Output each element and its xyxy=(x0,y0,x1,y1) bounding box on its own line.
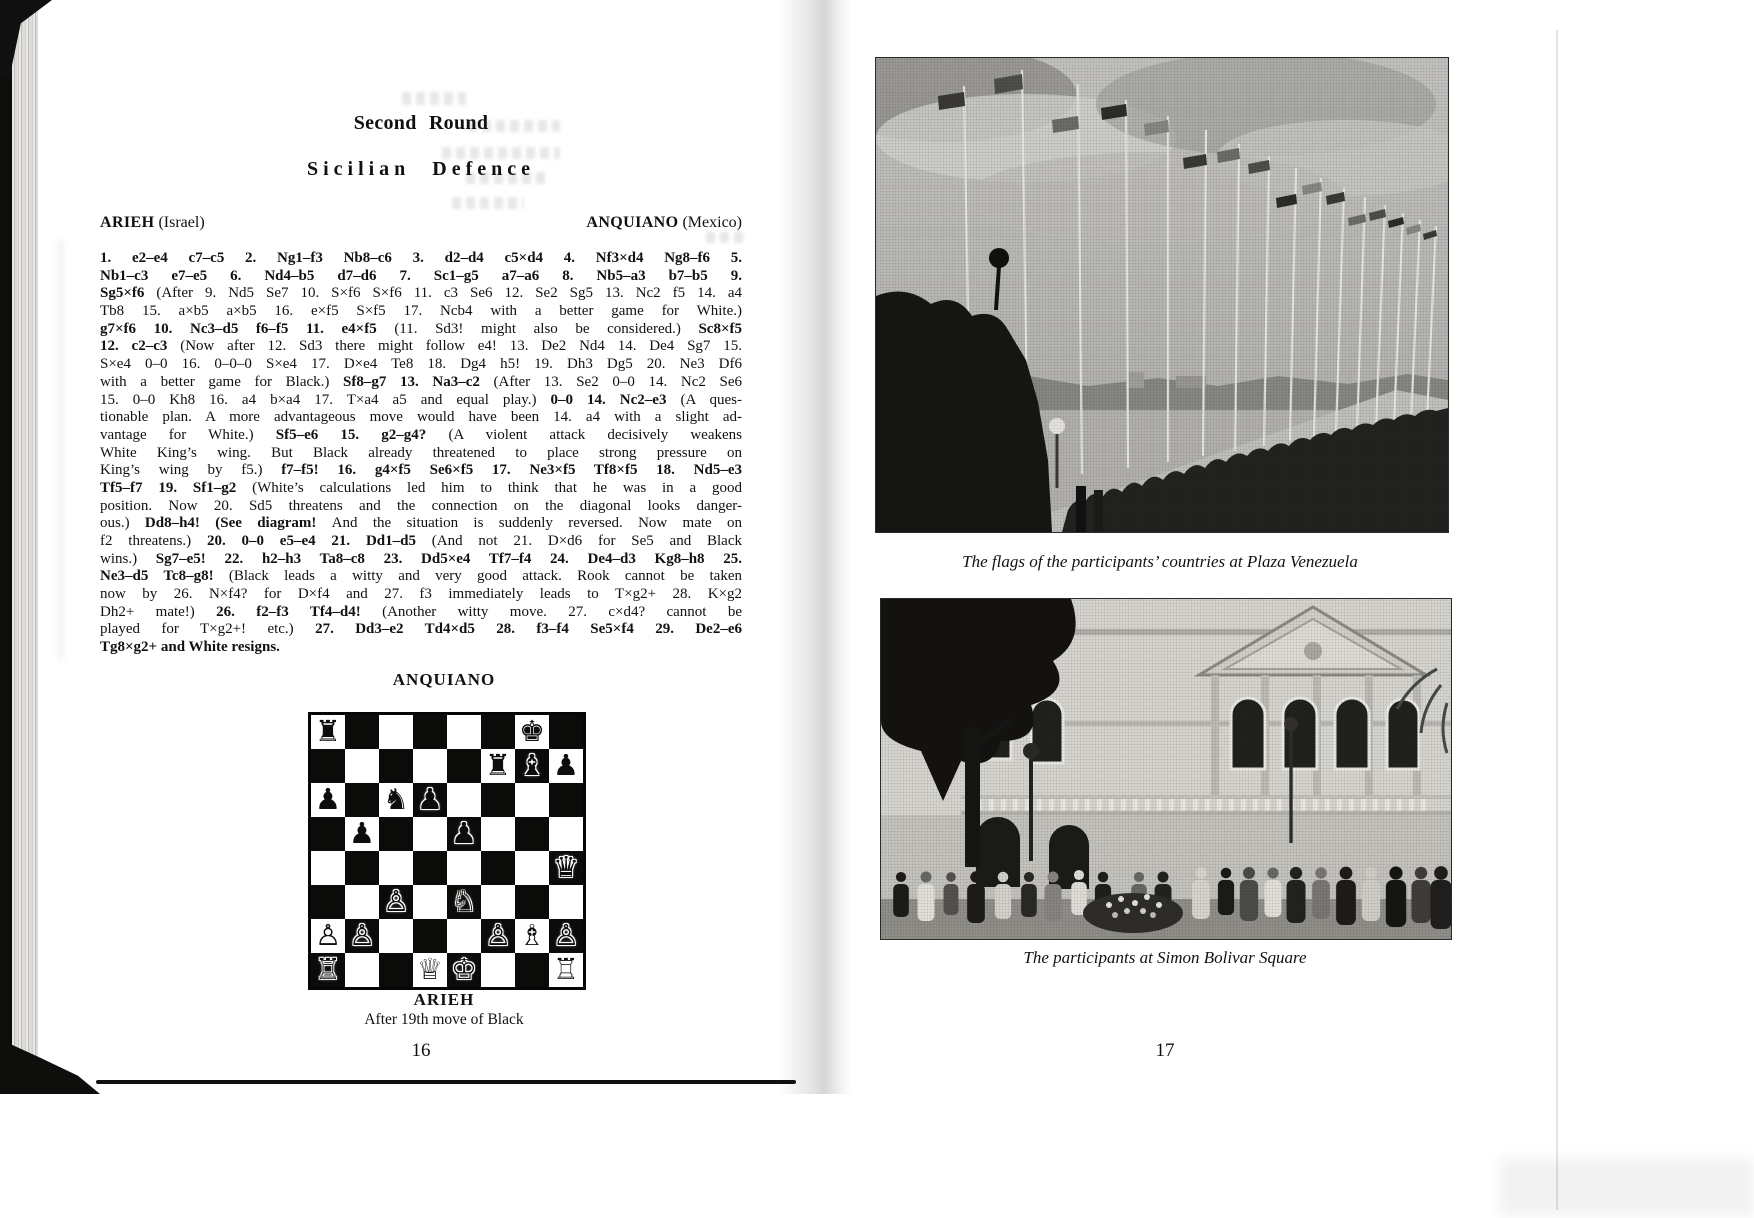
board-square-h4 xyxy=(549,851,583,885)
white-lamp-globe xyxy=(1049,418,1065,434)
move-text: Nb1–c3 e7–e5 6. Nd4–b5 d7–d6 7. Sc1–g5 a7–a6 8. Nb5–a3 b7–b5 9. xyxy=(100,267,742,284)
chess-diagram xyxy=(308,712,586,990)
person-silhouette xyxy=(1340,867,1353,880)
board-square-e3 xyxy=(447,885,481,919)
game-text-line xyxy=(100,551,742,569)
board-square-b5 xyxy=(345,817,379,851)
page-showthrough-artifact xyxy=(452,197,524,209)
chess-piece-wb-g2: ♗ xyxy=(519,918,545,952)
game-text-line xyxy=(100,462,742,480)
chess-piece-wq-d1: ♕ xyxy=(417,952,443,986)
person-silhouette xyxy=(1243,867,1255,879)
street-lamp xyxy=(989,248,1009,268)
chess-piece-bp-b5: ♟ xyxy=(349,816,375,850)
commentary-text: (Black leads a witty and very good attack. Rook cannot be taken xyxy=(228,568,742,585)
board-square-a1 xyxy=(311,953,345,987)
board-rank xyxy=(311,783,583,817)
scan-page-stack-edges xyxy=(12,0,38,1094)
board-square-f4 xyxy=(481,851,515,885)
chess-piece-bn-c6: ♞ xyxy=(383,782,409,816)
commentary-text: now by 26. N×f4? for D×f4 and 27. f3 immediately leads to T×g2+ 28. K×g2 xyxy=(100,586,742,603)
game-text-line xyxy=(100,586,742,604)
photo-flags-plaza xyxy=(875,57,1449,533)
board-square-g5 xyxy=(515,817,549,851)
commentary-text: f2 threatens.) xyxy=(100,533,207,549)
right-page-number: 17 xyxy=(1155,1040,1175,1061)
person-silhouette xyxy=(1048,872,1059,883)
board-square-e2 xyxy=(447,919,481,953)
board-square-d6 xyxy=(413,783,447,817)
person-silhouette xyxy=(1134,872,1144,882)
person-silhouette xyxy=(1221,868,1232,879)
board-square-a3 xyxy=(311,885,345,919)
person-silhouette xyxy=(946,872,956,882)
board-square-b8 xyxy=(345,715,379,749)
left-page-bottom-edge xyxy=(96,1080,796,1084)
photo-square-art xyxy=(881,599,1451,939)
person-silhouette xyxy=(1045,884,1062,921)
commentary-text: (11. Sd3! might also be considered.) xyxy=(394,320,699,337)
commentary-text: (A ques- xyxy=(680,391,742,408)
person-silhouette xyxy=(1312,880,1330,919)
chess-piece-br-a8: ♜ xyxy=(315,714,341,748)
diagram-caption: After 19th move of Black xyxy=(364,1011,524,1028)
game-text-line xyxy=(100,515,742,533)
game-text-line xyxy=(100,427,742,445)
board-square-c5 xyxy=(379,817,413,851)
chess-piece-bk-g8: ♚ xyxy=(519,714,545,748)
move-text: 12. c2–c3 xyxy=(100,338,181,355)
commentary-text: (Another witty move. 27. c×d4? cannot be xyxy=(382,603,742,620)
board-square-c6 xyxy=(379,783,413,817)
chess-piece-wp-f2: ♙ xyxy=(485,918,511,952)
commentary-text: tionable plan. A more advantageous move would have been 14. a4 with a slight ad- xyxy=(100,409,742,426)
board-rank xyxy=(311,885,583,919)
commentary-text: played for T×g2+! etc.) xyxy=(100,621,316,638)
person-silhouette xyxy=(1434,866,1448,880)
board-square-f2 xyxy=(481,919,515,953)
person-silhouette xyxy=(1415,867,1427,879)
commentary-text: (A violent attack decisively weakens xyxy=(448,426,742,443)
person-silhouette xyxy=(921,872,932,883)
person-silhouette xyxy=(1386,880,1406,927)
commentary-text: S×e4 0–0 16. 0–0–0 S×e4 17. D×e4 Te8 18. Dg4 h5! 19. Dh3 Dg5 20. Ne3 Df6 xyxy=(100,356,742,373)
board-square-e7 xyxy=(447,749,481,783)
move-text: g7×f6 10. Nc3–d5 f6–f5 11. e4×f5 xyxy=(100,320,395,337)
game-text-line xyxy=(100,338,742,356)
commentary-text: ous.) xyxy=(100,515,145,532)
board-square-a6 xyxy=(311,783,345,817)
board-square-c8 xyxy=(379,715,413,749)
photo-simon-bolivar-square xyxy=(880,598,1452,940)
board-square-a7 xyxy=(311,749,345,783)
chess-piece-br-f7: ♜ xyxy=(485,748,511,782)
move-text: Sc8×f5 xyxy=(698,320,742,337)
board-square-h1 xyxy=(549,953,583,987)
scan-left-black-edge xyxy=(0,0,12,1094)
person-silhouette xyxy=(1362,880,1380,921)
board-square-h8 xyxy=(549,715,583,749)
move-text: Sg5×f6 xyxy=(100,285,157,302)
commentary-text: position. Now 20. Sd5 threatens and the connection on the diagonal looks danger- xyxy=(100,497,742,514)
board-square-a4 xyxy=(311,851,345,885)
person-silhouette xyxy=(893,884,909,917)
board-square-h5 xyxy=(549,817,583,851)
board-rank xyxy=(311,851,583,885)
move-text: Sf5–e6 15. g2–g4? xyxy=(275,426,449,443)
board-square-g3 xyxy=(515,885,549,919)
board-square-b7 xyxy=(345,749,379,783)
person-silhouette xyxy=(1286,880,1305,923)
move-text: Sg7–e5! 22. h2–h3 Ta8–c8 23. Dd5×e4 Tf7–f4 24. De4–d3 Kg8–h8 25. xyxy=(155,550,742,567)
commentary-text: Dh2+ mate!) xyxy=(100,603,217,620)
game-text-line xyxy=(100,268,742,286)
person-silhouette xyxy=(1315,867,1326,878)
chess-piece-wr-a1: ♖ xyxy=(315,952,341,986)
white-player-name: ARIEH xyxy=(100,214,155,231)
commentary-text: (Now after 12. Sd3 there might follow e4! 13. De2 Nd4 14. De4 Sg7 15. xyxy=(180,338,742,355)
commentary-text: wins.) xyxy=(100,550,156,567)
game-text-line xyxy=(100,303,742,321)
board-square-e1 xyxy=(447,953,481,987)
flower-arrangement xyxy=(1083,893,1183,933)
game-text-line xyxy=(100,445,742,463)
board-square-c7 xyxy=(379,749,413,783)
game-text-line xyxy=(100,321,742,339)
page-showthrough-artifact xyxy=(706,232,746,243)
board-rank xyxy=(311,817,583,851)
opening-title: Sicilian Defence xyxy=(306,158,536,180)
black-player-name: ANQUIANO xyxy=(586,214,679,231)
board-square-a8 xyxy=(311,715,345,749)
game-text-line xyxy=(100,498,742,516)
chess-piece-wp-a2: ♙ xyxy=(315,918,341,952)
person-silhouette xyxy=(1240,880,1258,921)
book-gutter-shadow xyxy=(778,0,852,1094)
chess-piece-wp-b2: ♙ xyxy=(349,918,375,952)
black-player-label xyxy=(586,214,742,232)
game-text-line xyxy=(100,480,742,498)
board-square-a5 xyxy=(311,817,345,851)
board-square-h3 xyxy=(549,885,583,919)
board-square-b1 xyxy=(345,953,379,987)
players-line xyxy=(100,214,742,232)
commentary-text: (White’s calculations led him to think that he was in a good xyxy=(252,479,742,496)
game-text-line xyxy=(100,409,742,427)
board-square-c3 xyxy=(379,885,413,919)
person-silhouette xyxy=(1265,880,1282,917)
board-square-e8 xyxy=(447,715,481,749)
chess-piece-bp-d6: ♟ xyxy=(417,782,443,816)
commentary-text: And the situation is suddenly reversed. Now mate on xyxy=(331,515,743,532)
board-square-d7 xyxy=(413,749,447,783)
move-text: Ne3–d5 Tc8–g8! xyxy=(100,568,229,585)
move-text: 20. 0–0 e5–e4 21. Dd1–d5 xyxy=(206,533,432,549)
board-square-d4 xyxy=(413,851,447,885)
chess-piece-wp-h2: ♙ xyxy=(553,918,579,952)
round-title: Second Round xyxy=(353,112,489,134)
board-square-e5 xyxy=(447,817,481,851)
game-text xyxy=(100,250,742,657)
game-text-line xyxy=(100,639,742,657)
game-text-line xyxy=(100,250,742,268)
photo-flags-plaza-art xyxy=(876,58,1448,532)
board-rank xyxy=(311,919,583,953)
board-square-g8 xyxy=(515,715,549,749)
chess-piece-bp-a6: ♟ xyxy=(315,782,341,816)
board-square-g6 xyxy=(515,783,549,817)
board-square-b6 xyxy=(345,783,379,817)
board-square-b2 xyxy=(345,919,379,953)
scan-bottom-right-smudge xyxy=(1500,1158,1754,1216)
person-silhouette xyxy=(944,884,959,915)
board-square-h2 xyxy=(549,919,583,953)
person-silhouette xyxy=(1074,870,1084,880)
board-square-d2 xyxy=(413,919,447,953)
chess-piece-bp-h7: ♟ xyxy=(553,748,579,782)
board-square-f8 xyxy=(481,715,515,749)
board-square-c4 xyxy=(379,851,413,885)
photo-square-caption: The participants at Simon Bolivar Square xyxy=(1023,948,1307,967)
move-text: Sf8–g7 13. Na3–c2 xyxy=(343,373,494,390)
board-square-f3 xyxy=(481,885,515,919)
board-square-g2 xyxy=(515,919,549,953)
chess-piece-bp-e5: ♟ xyxy=(451,816,477,850)
person-silhouette xyxy=(1158,872,1169,883)
chess-piece-wn-e3: ♘ xyxy=(451,884,477,918)
board-square-b3 xyxy=(345,885,379,919)
person-silhouette xyxy=(896,872,906,882)
commentary-text: King’s wing by f5.) xyxy=(100,462,282,479)
board-rank xyxy=(311,715,583,749)
person-silhouette xyxy=(1218,880,1234,915)
person-silhouette xyxy=(1411,880,1430,923)
board-square-d1 xyxy=(413,953,447,987)
person-silhouette xyxy=(967,884,985,923)
commentary-text: with a better game for Black.) xyxy=(100,373,344,390)
board-square-c2 xyxy=(379,919,413,953)
person-silhouette xyxy=(1195,867,1206,878)
board-square-h7 xyxy=(549,749,583,783)
white-player-label xyxy=(100,214,205,231)
board-square-h6 xyxy=(549,783,583,817)
board-square-g1 xyxy=(515,953,549,987)
chess-piece-wp-c3: ♙ xyxy=(383,884,409,918)
person-silhouette xyxy=(970,871,981,882)
commentary-text: (After 13. Se2 0–0 14. Nc2 Se6 xyxy=(493,373,742,390)
game-text-line xyxy=(100,356,742,374)
person-silhouette xyxy=(1430,880,1451,929)
move-text: Tf5–f7 19. Sf1–g2 xyxy=(100,479,253,496)
chess-piece-wk-e1: ♔ xyxy=(451,952,477,986)
person-silhouette xyxy=(1336,880,1356,925)
board-square-e4 xyxy=(447,851,481,885)
commentary-text: vantage for White.) xyxy=(100,426,276,443)
chess-piece-wr-h1: ♖ xyxy=(553,952,579,986)
board-square-d5 xyxy=(413,817,447,851)
photo-flags-caption: The flags of the participants’ countries at Plaza Venezuela xyxy=(962,552,1358,571)
board-rank xyxy=(311,749,583,783)
board-square-a2 xyxy=(311,919,345,953)
board-square-f5 xyxy=(481,817,515,851)
person-silhouette xyxy=(1290,867,1302,879)
person-silhouette xyxy=(1365,867,1377,879)
game-text-line xyxy=(100,285,742,303)
board-square-b4 xyxy=(345,851,379,885)
move-text: 1. e2–e4 c7–c5 2. Ng1–f3 Nb8–c6 3. d2–d4 c5×d4 4. Nf3×d4 Ng8–f6 5. xyxy=(100,250,742,266)
board-square-f1 xyxy=(481,953,515,987)
commentary-text: (And not 21. D×d6 for Se5 and Black xyxy=(431,533,742,549)
person-silhouette xyxy=(1021,884,1037,917)
board-square-d8 xyxy=(413,715,447,749)
person-silhouette xyxy=(1024,872,1034,882)
move-text: 27. Dd3–e2 Td4×d5 28. f3–f4 Se5×f4 29. De2–e6 xyxy=(315,621,742,638)
board-square-c1 xyxy=(379,953,413,987)
move-text: f7–f5! 16. g4×f5 Se6×f5 17. Ne3×f5 Tf8×f5 18. Nd5–e3 xyxy=(281,462,742,479)
board-square-d3 xyxy=(413,885,447,919)
chess-piece-bb-g7: ♝ xyxy=(519,748,545,782)
game-text-line xyxy=(100,533,742,551)
board-rank xyxy=(311,953,583,987)
board-square-g4 xyxy=(515,851,549,885)
person-silhouette xyxy=(1192,880,1210,919)
commentary-text: White King’s wing. But Black already threatened to place strong pressure on xyxy=(100,444,742,461)
move-text: Dd8–h4! (See diagram! xyxy=(144,515,332,532)
commentary-text: Tb8 15. a×b5 a×b5 16. e×f5 S×f5 17. Ncb4 with a better game for White.) xyxy=(100,303,742,320)
move-text: 0–0 14. Nc2–e3 xyxy=(550,391,681,408)
game-text-line xyxy=(100,604,742,622)
board-square-f7 xyxy=(481,749,515,783)
white-player-country: (Israel) xyxy=(158,214,205,231)
diagram-bottom-label: ARIEH xyxy=(413,990,475,1009)
game-text-line xyxy=(100,621,742,639)
move-text: 26. f2–f3 Tf4–d4! xyxy=(216,603,383,620)
person-silhouette xyxy=(1098,872,1109,883)
game-text-line xyxy=(100,374,742,392)
game-text-line xyxy=(100,568,742,586)
page-showthrough-artifact xyxy=(402,92,466,105)
person-silhouette xyxy=(998,872,1009,883)
black-player-country: (Mexico) xyxy=(682,214,742,231)
board-square-f6 xyxy=(481,783,515,817)
left-page-number: 16 xyxy=(411,1040,431,1061)
commentary-text: (After 9. Nd5 Se7 10. S×f6 S×f6 11. c3 Se6 12. Se2 Sg5 13. Nc2 f5 14. a4 xyxy=(156,285,742,302)
person-silhouette xyxy=(1268,868,1279,879)
commentary-text: 15. 0–0 Kh8 16. a4 b×a4 17. T×a4 a5 and equal play.) xyxy=(100,391,551,408)
scan-right-page-edge xyxy=(1556,30,1558,1210)
person-silhouette xyxy=(918,884,935,921)
person-silhouette xyxy=(995,884,1011,919)
person-silhouette xyxy=(1389,866,1402,879)
diagram-top-label: ANQUIANO xyxy=(392,670,496,689)
game-text-line xyxy=(100,392,742,410)
board-square-g7 xyxy=(515,749,549,783)
scan-curvature-streak xyxy=(58,240,64,660)
move-text: Tg8×g2+ and White resigns. xyxy=(100,639,280,656)
chess-piece-bq-h4: ♛ xyxy=(553,850,579,884)
board-square-e6 xyxy=(447,783,481,817)
